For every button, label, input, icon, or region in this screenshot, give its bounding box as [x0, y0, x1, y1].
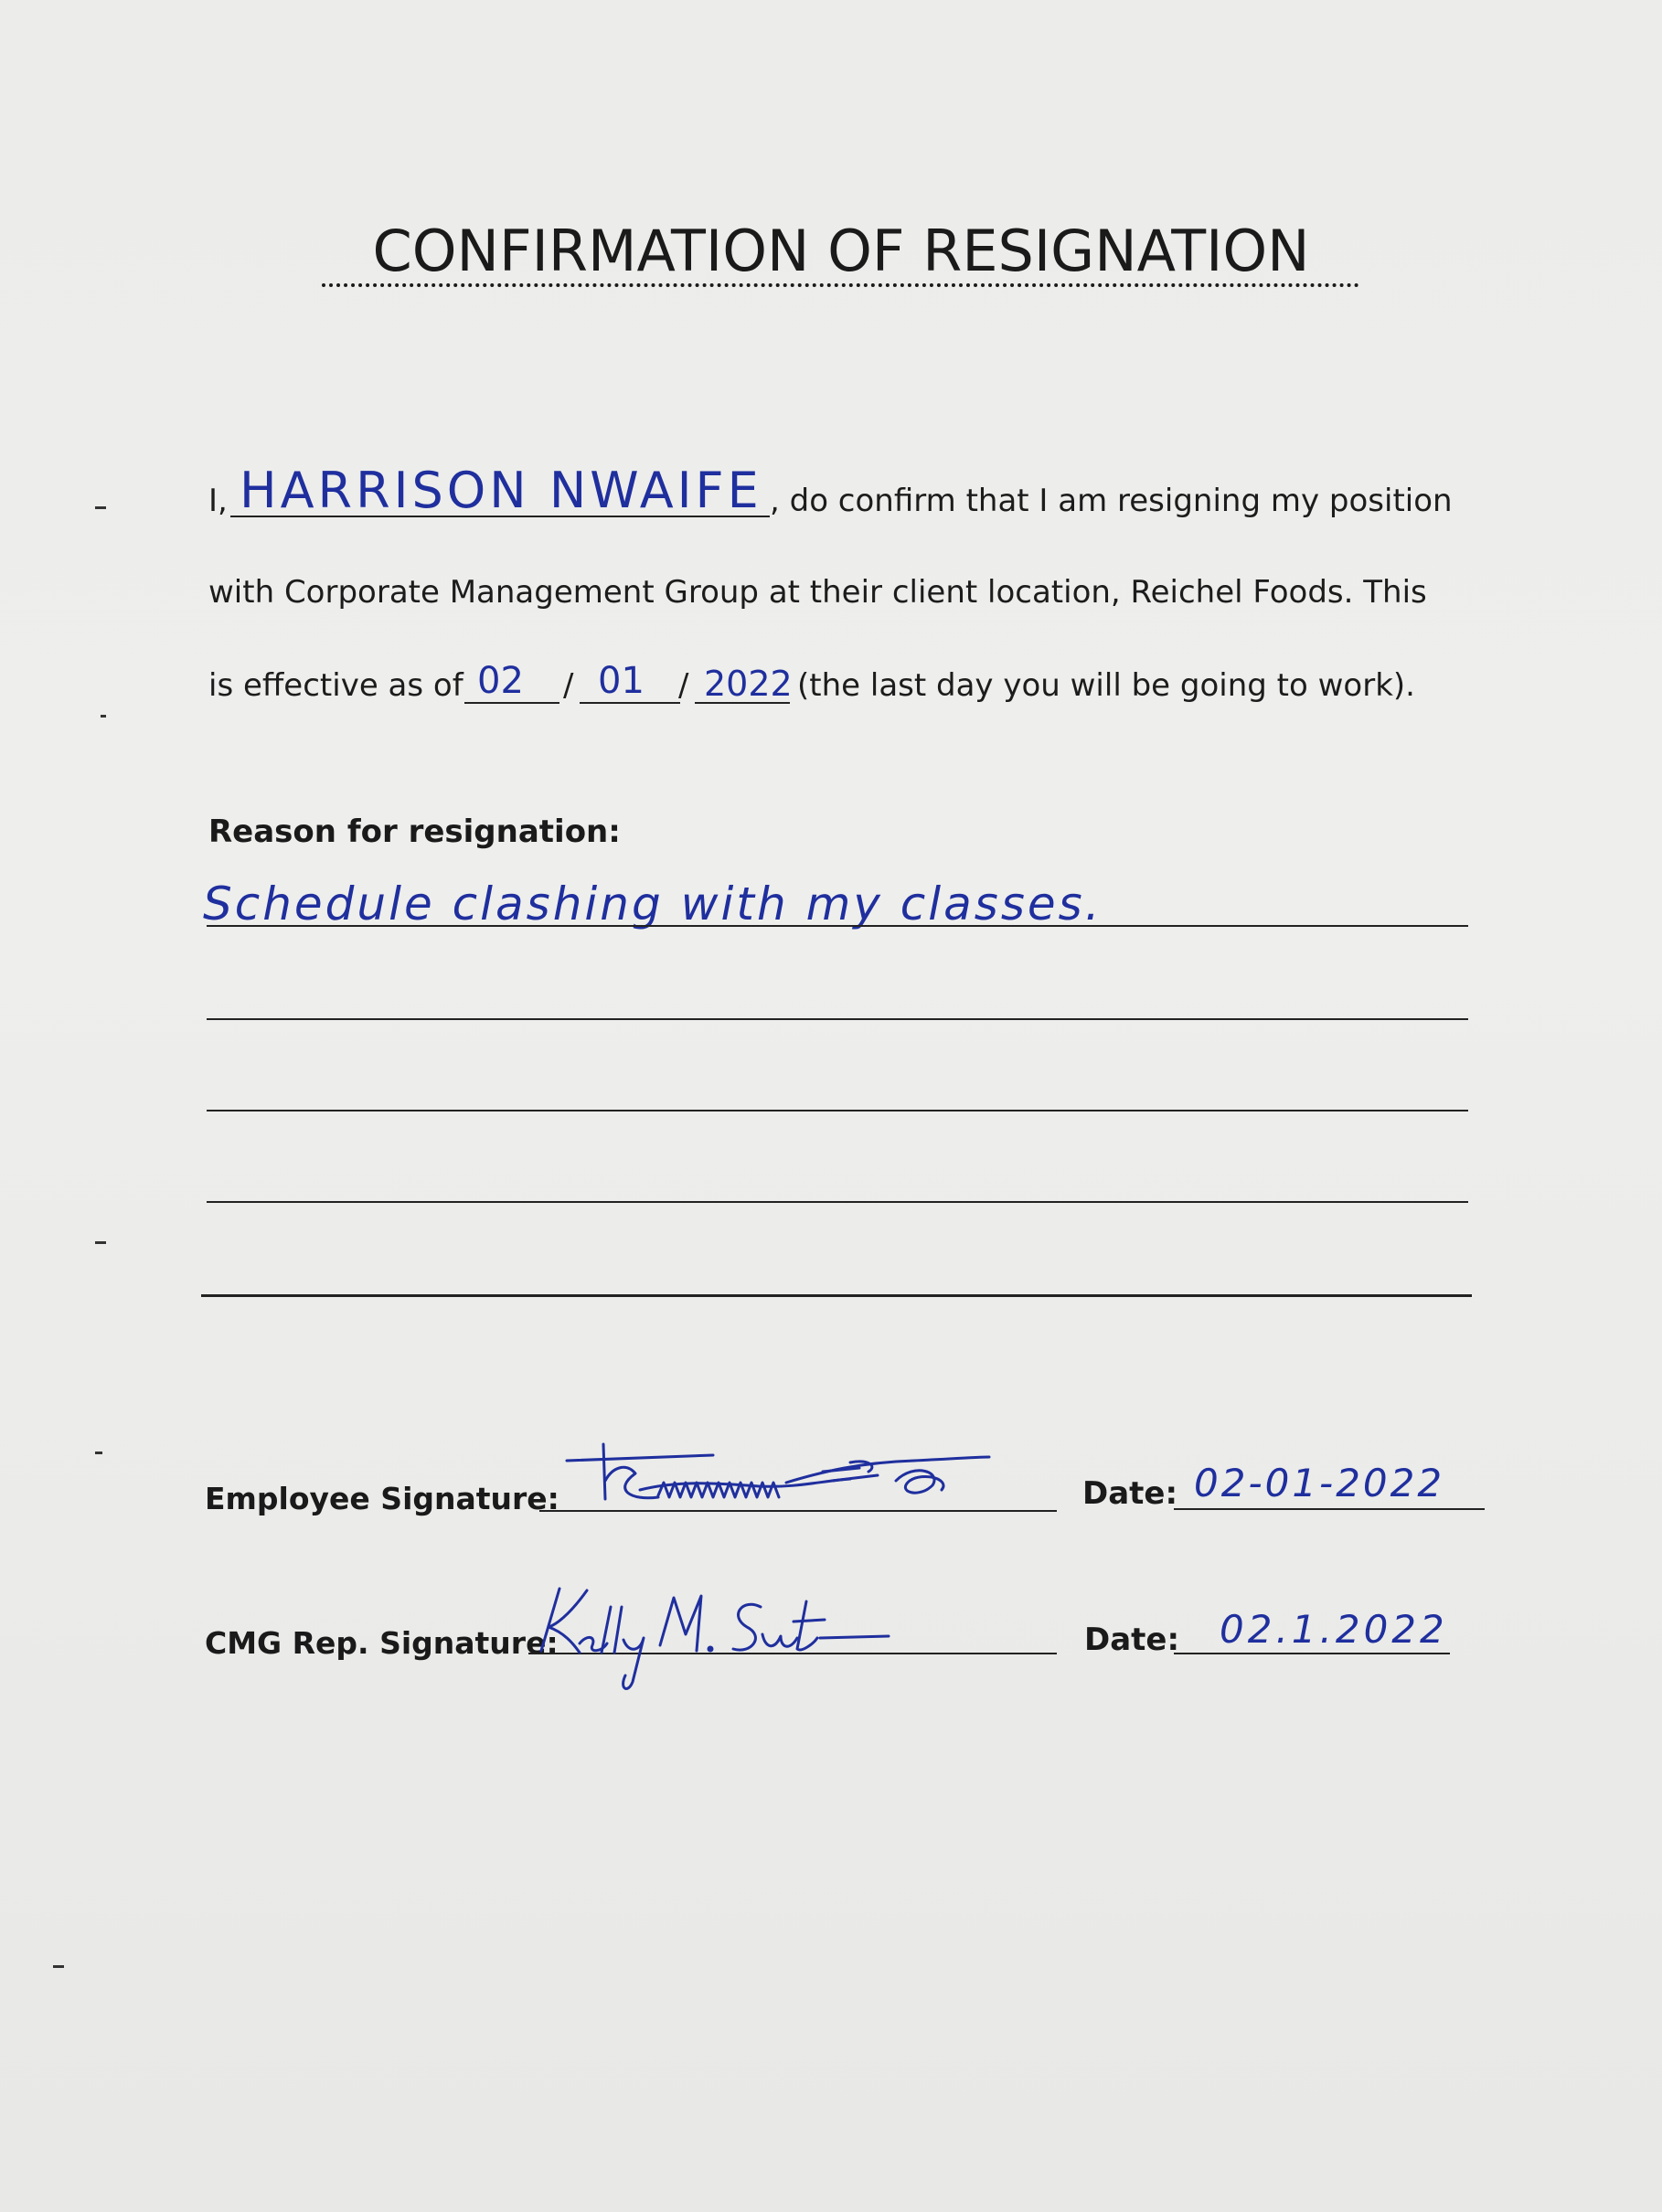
employee-signature-label: Employee Signature: — [205, 1481, 559, 1516]
employee-date-label: Date: — [1082, 1475, 1178, 1512]
date-slash-1: / — [563, 667, 574, 704]
employee-date-handwritten: 02-01-2022 — [1194, 1461, 1445, 1505]
effective-day-handwritten: 01 — [598, 660, 645, 702]
statement-line-1 — [208, 483, 228, 519]
margin-mark — [101, 715, 106, 718]
cmg-signature-label: CMG Rep. Signature: — [205, 1625, 559, 1661]
effective-month-handwritten: 02 — [477, 660, 524, 702]
reason-line-2 — [207, 1018, 1468, 1020]
reason-line-1 — [207, 925, 1468, 927]
cmg-date-handwritten: 02.1.2022 — [1220, 1607, 1448, 1652]
employee-name-handwritten: HARRISON NWAIFE — [240, 462, 762, 519]
statement-line-3-prefix: is effective as of — [208, 667, 463, 704]
reason-line-5 — [201, 1294, 1472, 1297]
statement-line-2: with Corporate Management Group at their client location, Reichel Foods. This — [208, 574, 1427, 611]
cmg-signature — [523, 1579, 907, 1698]
title-underline — [322, 283, 1359, 287]
cmg-date-line — [1174, 1653, 1450, 1654]
date-slash-2: / — [678, 667, 689, 704]
employee-signature-scribble — [549, 1435, 996, 1526]
statement-line-1-suffix: , do confirm that I am resigning my position — [770, 483, 1453, 519]
margin-mark — [95, 1241, 106, 1244]
statement-line-3-suffix: (the last day you will be going to work). — [797, 667, 1415, 704]
name-prefix: I, — [208, 483, 228, 519]
page-title: CONFIRMATION OF RESIGNATION — [372, 218, 1310, 284]
margin-mark — [95, 1452, 102, 1454]
day-blank — [580, 702, 680, 704]
employee-date-line — [1174, 1508, 1485, 1510]
reason-line-3 — [207, 1110, 1468, 1111]
month-blank — [464, 702, 559, 704]
reason-label: Reason for resignation: — [208, 814, 621, 850]
reason-handwritten: Schedule clashing with my classes. — [203, 877, 1103, 931]
reason-line-4 — [207, 1201, 1468, 1203]
margin-mark — [53, 1965, 64, 1968]
margin-mark — [95, 506, 106, 509]
effective-year-handwritten: 2022 — [704, 664, 793, 704]
cmg-date-label: Date: — [1084, 1622, 1180, 1658]
